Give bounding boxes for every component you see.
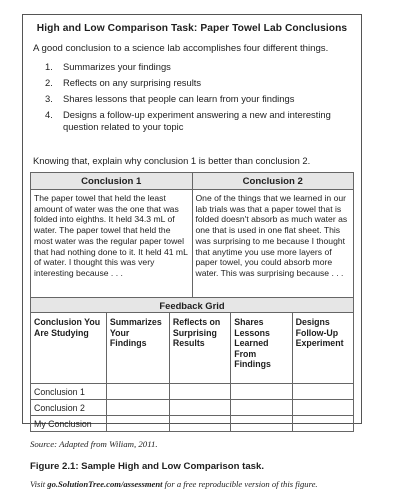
row-label: Conclusion 2 [31,400,107,416]
visit-link[interactable]: go.SolutionTree.com/assessment [47,479,163,489]
grid-cell [106,416,169,432]
grid-cell [106,400,169,416]
grid-cell [169,400,230,416]
grid-cell [292,416,353,432]
list-item-number: 2. [45,77,53,88]
grid-cell [292,400,353,416]
prompt-text: Knowing that, explain why conclusion 1 is better than conclusion 2. [33,155,311,166]
conclusion-1-text: The paper towel that held the least amount of water was the one that was folded into eighths. It held 34.3 mL of water. The paper towel that held the most water was the regular paper towel that had nothing done to it. It held 41 mL of water. I thought this was very interesting because . . . [31,190,193,304]
task-title: High and Low Comparison Task: Paper Towel Lab Conclusions [36,23,348,34]
visit-prefix: Visit [30,479,48,489]
grid-cell [169,384,230,400]
column-header: Shares Lessons Learned From Findings [231,313,292,384]
list-item-text: Shares lessons that people can learn from your findings [63,93,295,104]
comparison-task-panel [22,14,362,429]
feedback-grid [30,297,354,432]
column-header: Reflects on Surprising Results [169,313,230,384]
feedback-grid-title: Feedback Grid [31,298,354,313]
column-header: Designs Follow-Up Experiment [292,313,353,384]
list-item [45,93,350,105]
conclusions-table [30,172,354,304]
list-item [45,109,350,133]
column-header: Conclusion You Are Studying [31,313,107,384]
list-item-text: Designs a follow-up experiment answering a new and interesting question related to your topic [63,109,331,132]
visit-note [30,479,400,489]
grid-cell [231,416,292,432]
list-item-number: 4. [45,109,53,120]
list-item-text: Summarizes your findings [63,61,171,72]
criteria-list [45,61,350,137]
table-row [31,416,354,432]
figure-caption: Figure 2.1: Sample High and Low Comparison task. [30,461,265,472]
source-note: Source: Adapted from Wiliam, 2011. [30,439,158,449]
list-item [45,77,350,89]
list-item-text: Reflects on any surprising results [63,77,202,88]
conclusion-1-header: Conclusion 1 [31,173,193,190]
list-item-number: 3. [45,93,53,104]
grid-cell [169,416,230,432]
table-row [31,384,354,400]
list-item-number: 1. [45,61,53,72]
grid-cell [231,384,292,400]
conclusion-2-header: Conclusion 2 [192,173,354,190]
row-label: My Conclusion [31,416,107,432]
grid-cell [231,400,292,416]
visit-suffix: for a free reproducible version of this figure. [162,479,318,489]
grid-cell [106,384,169,400]
row-label: Conclusion 1 [31,384,107,400]
grid-cell [292,384,353,400]
conclusion-2-text: One of the things that we learned in our lab trials was that a paper towel that is folded doesn't absorb as much water as one that is used in one flat sheet. This was surprising to me because I thought that anytime you use more layers of paper towel, you could absorb more water. This was surprising because . . . [192,190,354,304]
list-item [45,61,350,73]
intro-text: A good conclusion to a science lab accomplishes four different things. [33,43,329,54]
column-header: Summarizes Your Findings [106,313,169,384]
table-row [31,400,354,416]
